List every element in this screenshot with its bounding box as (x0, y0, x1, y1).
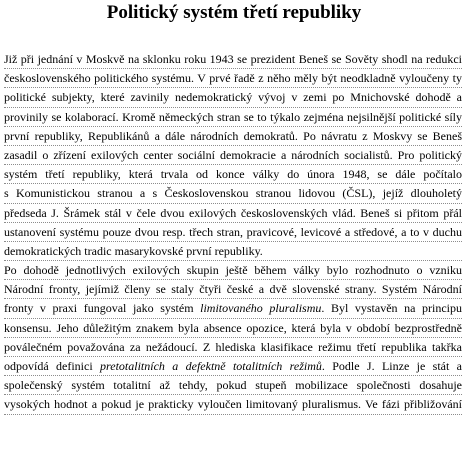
text-line: systém třetí republiky, která trvala od konce války do února 1948, se dále počítalo (4, 165, 462, 184)
text-line: vysokých hodnot a pokud je prakticky vyloučen limitovaný pluralismus. Ve fázi přibližování (4, 395, 462, 414)
text-line: konsensu. Jeho důležitým znakem byla absence opozice, která byla v období bezprostředně (4, 319, 462, 338)
text-line: první republiky, Republikánů a dále národních demokratů. Po návratu z Moskvy se Beneš (4, 127, 462, 146)
text-segment: fronty v praxi fungoval jako systém (4, 301, 201, 316)
text-segment: odpovídá definici (4, 359, 101, 373)
text-line: Po dohodě jednotlivých exilových skupin ještě během války bylo rozhodnuto o vzniku (4, 261, 462, 280)
text-line: zasadil o zřízení exilových center sociální demokracie a národních socialistů. Pro politický (4, 146, 462, 165)
document-body (4, 50, 462, 415)
text-line: ustanovení systému pouze dvou resp. třech stran, pravicové, levicové a středové, a to v duchu (4, 223, 462, 242)
italic-term: limitovaného pluralismu (200, 301, 322, 316)
text-segment: . Byl vystavěn na principu (321, 301, 462, 316)
text-line: poválečném považována za nežádoucí. Z hlediska klasifikace režimu třetí republika takřka (4, 338, 462, 357)
text-line (4, 299, 462, 318)
text-line: předseda J. Šrámek stál v čele dvou exilových československých vlád. Beneš si přitom přál (4, 204, 462, 223)
document-title: Politický systém třetí republiky (106, 2, 362, 23)
text-line: československého politického systému. V prvé řadě z něho měly být neodkladně vyloučeny ty (4, 69, 462, 88)
text-line (4, 357, 462, 376)
text-line: provinily se kolaborací. Kromě německých stran se to týkalo zejména nejsilnější politické síly (4, 108, 462, 127)
text-line: Již při jednání v Moskvě na sklonku roku 1943 se prezident Beneš se Sověty shodl na redukci (4, 50, 462, 69)
text-segment: . Podle J. Linze je stát a (321, 359, 462, 373)
text-line: Národní fronty, jejímiž členy se staly čtyři české a dvě slovenské strany. Systém Národní (4, 280, 462, 299)
text-line: společenský systém totalitní až tehdy, pokud stupeň mobilizace společnosti dosahuje (4, 376, 462, 395)
italic-term: pretotalitních a defektně totalitních režimů (100, 359, 322, 373)
text-line: politické subjekty, které zavinily nedemokratický vývoj v zemi po Mnichovské dohodě a (4, 88, 462, 107)
text-line: demokratických tradic masarykovské první republiky. (4, 242, 462, 261)
text-line: s Komunistickou stranou a s Československou stranou lidovou (ČSL), jejíž dlouholetý (4, 184, 462, 203)
